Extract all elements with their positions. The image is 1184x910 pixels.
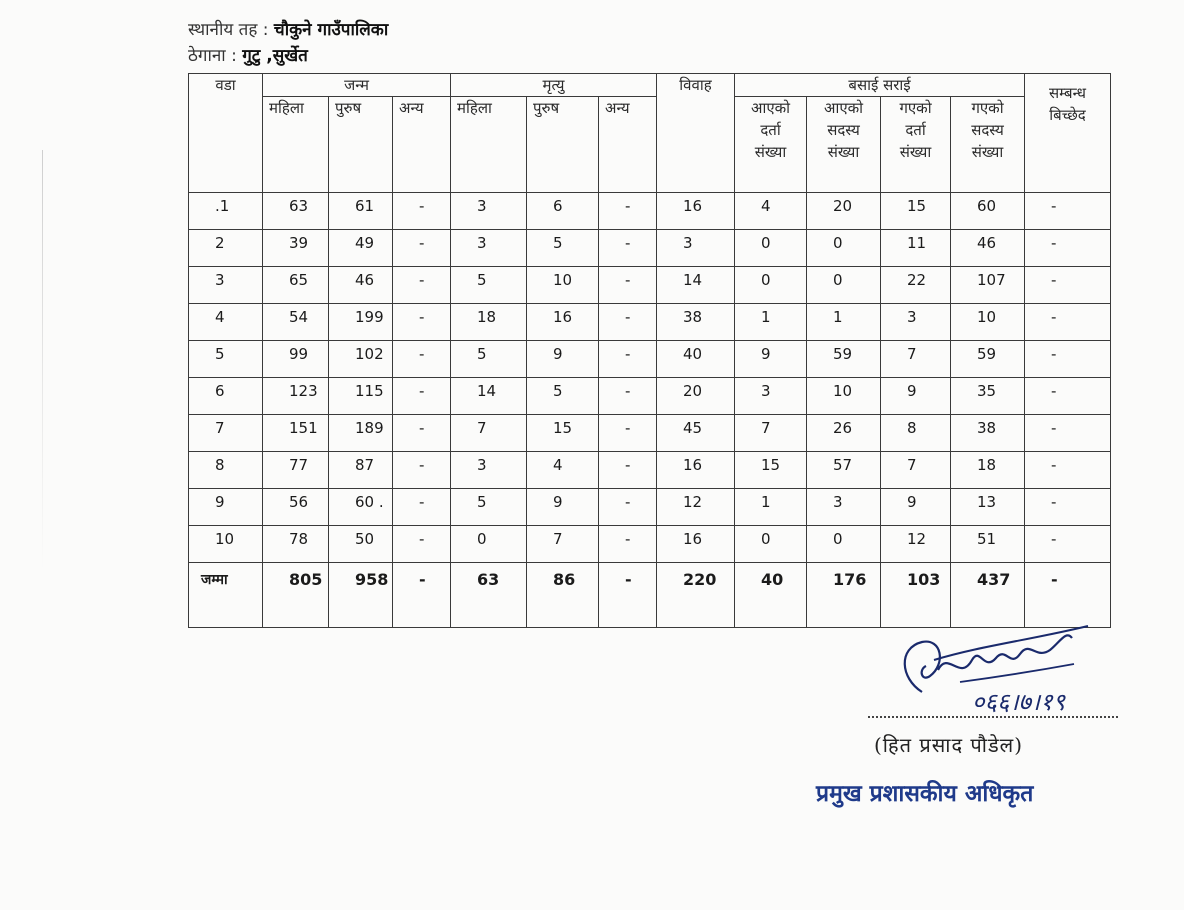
cell-mig-out-mem: 38 [951, 415, 1025, 452]
cell-mig-in-reg: 3 [735, 378, 807, 415]
cell-birth-male: 189 [329, 415, 393, 452]
cell-mig-out-mem: 10 [951, 304, 1025, 341]
cell-ward: 10 [189, 526, 263, 563]
cell-divorce: - [1025, 378, 1111, 415]
birth-female: महिला [263, 97, 329, 193]
mig-in-mem-line3: संख्या [827, 143, 860, 161]
cell-birth-female: 39 [263, 230, 329, 267]
cell-death-male: 10 [527, 267, 599, 304]
cell-birth-other: - [393, 193, 451, 230]
cell-divorce: - [1025, 341, 1111, 378]
cell-mig-in-mem: 20 [807, 193, 881, 230]
cell-death-other: - [599, 230, 657, 267]
table-row [189, 489, 1111, 526]
mig-in-registrations [735, 97, 807, 193]
cell-birth-female: 99 [263, 341, 329, 378]
mig-in-reg-line1: आएको [751, 99, 791, 117]
cell-birth-other: - [393, 378, 451, 415]
group-death: मृत्यु [451, 74, 657, 97]
cell-ward: 2 [189, 230, 263, 267]
cell-mig-out-reg: 7 [881, 341, 951, 378]
cell-birth-other: - [393, 267, 451, 304]
cell-divorce: - [1025, 230, 1111, 267]
cell-ward: .1 [189, 193, 263, 230]
cell-mig-in-mem: 26 [807, 415, 881, 452]
cell-birth-male: 61 [329, 193, 393, 230]
mig-out-reg-line2: दर्ता [905, 121, 926, 139]
cell-birth-female: 151 [263, 415, 329, 452]
cell-birth-other: - [393, 341, 451, 378]
total-death-male: 86 [527, 563, 599, 628]
cell-mig-in-reg: 0 [735, 526, 807, 563]
mig-out-reg-line3: संख्या [899, 143, 932, 161]
table-body [189, 193, 1111, 628]
page-margin-mark [42, 150, 43, 570]
cell-mig-in-mem: 57 [807, 452, 881, 489]
cell-mig-in-reg: 1 [735, 304, 807, 341]
cell-death-male: 4 [527, 452, 599, 489]
header-row-2 [189, 97, 1111, 193]
cell-death-male: 16 [527, 304, 599, 341]
total-label: जम्मा [189, 563, 263, 628]
cell-birth-male: 50 [329, 526, 393, 563]
birth-male: पुरुष [329, 97, 393, 193]
cell-mig-in-mem: 0 [807, 230, 881, 267]
cell-mig-out-mem: 13 [951, 489, 1025, 526]
total-death-other: - [599, 563, 657, 628]
cell-birth-female: 65 [263, 267, 329, 304]
address-label: ठेगाना : [188, 46, 237, 66]
group-birth: जन्म [263, 74, 451, 97]
cell-mig-in-mem: 0 [807, 526, 881, 563]
table-row [189, 230, 1111, 267]
cell-mig-in-reg: 0 [735, 230, 807, 267]
total-death-female: 63 [451, 563, 527, 628]
cell-death-other: - [599, 452, 657, 489]
mig-out-registrations [881, 97, 951, 193]
header-row-1 [189, 74, 1111, 97]
cell-death-male: 9 [527, 341, 599, 378]
cell-divorce: - [1025, 489, 1111, 526]
table-row [189, 193, 1111, 230]
cell-mig-out-reg: 11 [881, 230, 951, 267]
cell-marriage: 16 [657, 452, 735, 489]
cell-mig-out-mem: 107 [951, 267, 1025, 304]
total-mig-in-mem: 176 [807, 563, 881, 628]
cell-birth-male: 87 [329, 452, 393, 489]
cell-death-male: 7 [527, 526, 599, 563]
cell-birth-male: 46 [329, 267, 393, 304]
cell-death-other: - [599, 489, 657, 526]
cell-mig-out-mem: 59 [951, 341, 1025, 378]
cell-divorce: - [1025, 193, 1111, 230]
local-level-line [188, 20, 388, 40]
cell-mig-out-reg: 9 [881, 378, 951, 415]
cell-death-other: - [599, 415, 657, 452]
cell-marriage: 45 [657, 415, 735, 452]
cell-mig-in-reg: 0 [735, 267, 807, 304]
cell-mig-out-reg: 3 [881, 304, 951, 341]
cell-divorce: - [1025, 304, 1111, 341]
cell-death-female: 3 [451, 452, 527, 489]
mig-out-mem-line2: सदस्य [971, 121, 1004, 139]
cell-mig-in-mem: 10 [807, 378, 881, 415]
cell-mig-out-reg: 7 [881, 452, 951, 489]
cell-birth-other: - [393, 304, 451, 341]
cell-birth-female: 54 [263, 304, 329, 341]
address-value: गुटु ,सुर्खेत [242, 46, 308, 66]
cell-birth-other: - [393, 489, 451, 526]
birth-other: अन्य [393, 97, 451, 193]
cell-death-female: 3 [451, 193, 527, 230]
cell-marriage: 16 [657, 193, 735, 230]
cell-death-other: - [599, 341, 657, 378]
cell-ward: 8 [189, 452, 263, 489]
signature-date [972, 688, 1067, 716]
table-row [189, 304, 1111, 341]
signature-date-text: ०६६।७।१९ [972, 688, 1066, 716]
cell-mig-out-mem: 18 [951, 452, 1025, 489]
vital-registration-table [188, 73, 1111, 628]
cell-death-female: 5 [451, 341, 527, 378]
cell-ward: 3 [189, 267, 263, 304]
mig-in-mem-line2: सदस्य [827, 121, 860, 139]
total-row [189, 563, 1111, 628]
cell-mig-out-reg: 8 [881, 415, 951, 452]
cell-death-other: - [599, 193, 657, 230]
address-line [188, 46, 308, 66]
cell-birth-female: 77 [263, 452, 329, 489]
table-row [189, 526, 1111, 563]
col-divorce-line1: सम्बन्ध [1049, 84, 1086, 102]
cell-death-other: - [599, 526, 657, 563]
cell-birth-male: 102 [329, 341, 393, 378]
cell-death-female: 5 [451, 489, 527, 526]
col-ward: वडा [189, 74, 263, 193]
cell-divorce: - [1025, 526, 1111, 563]
total-mig-out-reg: 103 [881, 563, 951, 628]
cell-birth-female: 78 [263, 526, 329, 563]
cell-death-male: 6 [527, 193, 599, 230]
total-mig-out-mem: 437 [951, 563, 1025, 628]
cell-mig-out-mem: 51 [951, 526, 1025, 563]
total-marriage: 220 [657, 563, 735, 628]
cell-mig-in-reg: 4 [735, 193, 807, 230]
death-female: महिला [451, 97, 527, 193]
cell-death-female: 7 [451, 415, 527, 452]
cell-birth-female: 123 [263, 378, 329, 415]
cell-birth-other: - [393, 230, 451, 267]
mig-in-reg-line2: दर्ता [760, 121, 781, 139]
cell-mig-in-mem: 0 [807, 267, 881, 304]
cell-mig-out-mem: 46 [951, 230, 1025, 267]
table-row [189, 415, 1111, 452]
col-divorce [1025, 74, 1111, 193]
cell-mig-in-reg: 15 [735, 452, 807, 489]
total-birth-male: 958 [329, 563, 393, 628]
cell-birth-other: - [393, 526, 451, 563]
cell-ward: 7 [189, 415, 263, 452]
cell-mig-in-reg: 7 [735, 415, 807, 452]
cell-death-female: 18 [451, 304, 527, 341]
death-male: पुरुष [527, 97, 599, 193]
cell-death-male: 5 [527, 378, 599, 415]
cell-mig-out-mem: 35 [951, 378, 1025, 415]
signature-block [816, 620, 1140, 820]
cell-divorce: - [1025, 415, 1111, 452]
total-birth-female: 805 [263, 563, 329, 628]
local-level-value: चौकुने गाउँपालिका [273, 20, 389, 40]
cell-marriage: 20 [657, 378, 735, 415]
cell-ward: 6 [189, 378, 263, 415]
cell-mig-in-reg: 1 [735, 489, 807, 526]
cell-death-female: 0 [451, 526, 527, 563]
total-birth-other: - [393, 563, 451, 628]
cell-mig-in-mem: 59 [807, 341, 881, 378]
cell-mig-out-reg: 22 [881, 267, 951, 304]
group-migration: बसाई सराई [735, 74, 1025, 97]
mig-in-mem-line1: आएको [824, 99, 864, 117]
cell-mig-in-mem: 1 [807, 304, 881, 341]
death-other: अन्य [599, 97, 657, 193]
mig-out-reg-line1: गएको [899, 99, 932, 117]
col-marriage: विवाह [657, 74, 735, 193]
signer-name: (हित प्रसाद पौडेल) [874, 733, 1024, 757]
cell-birth-male: 60 . [329, 489, 393, 526]
signature-dotted-line [868, 715, 1118, 718]
cell-mig-out-reg: 12 [881, 526, 951, 563]
mig-out-mem-line1: गएको [971, 99, 1004, 117]
total-divorce: - [1025, 563, 1111, 628]
col-divorce-line2: बिच्छेद [1049, 106, 1086, 124]
mig-out-members [951, 97, 1025, 193]
cell-marriage: 3 [657, 230, 735, 267]
handwritten-signature [860, 620, 1140, 720]
cell-birth-female: 63 [263, 193, 329, 230]
cell-marriage: 16 [657, 526, 735, 563]
signer-title: प्रमुख प्रशासकीय अधिकृत [816, 781, 1034, 807]
table-row [189, 378, 1111, 415]
cell-birth-male: 199 [329, 304, 393, 341]
cell-death-female: 3 [451, 230, 527, 267]
cell-ward: 9 [189, 489, 263, 526]
cell-mig-in-mem: 3 [807, 489, 881, 526]
cell-death-female: 14 [451, 378, 527, 415]
cell-death-male: 15 [527, 415, 599, 452]
cell-marriage: 12 [657, 489, 735, 526]
table-row [189, 452, 1111, 489]
cell-ward: 5 [189, 341, 263, 378]
cell-marriage: 14 [657, 267, 735, 304]
table-row [189, 341, 1111, 378]
cell-marriage: 40 [657, 341, 735, 378]
cell-death-male: 5 [527, 230, 599, 267]
mig-in-members [807, 97, 881, 193]
cell-death-male: 9 [527, 489, 599, 526]
cell-mig-out-mem: 60 [951, 193, 1025, 230]
cell-birth-female: 56 [263, 489, 329, 526]
cell-mig-out-reg: 15 [881, 193, 951, 230]
total-mig-in-reg: 40 [735, 563, 807, 628]
cell-mig-in-reg: 9 [735, 341, 807, 378]
cell-birth-other: - [393, 452, 451, 489]
cell-death-other: - [599, 267, 657, 304]
cell-birth-male: 115 [329, 378, 393, 415]
cell-divorce: - [1025, 267, 1111, 304]
cell-birth-other: - [393, 415, 451, 452]
mig-out-mem-line3: संख्या [971, 143, 1004, 161]
cell-mig-out-reg: 9 [881, 489, 951, 526]
cell-death-other: - [599, 378, 657, 415]
local-level-label: स्थानीय तह : [188, 20, 269, 40]
cell-death-other: - [599, 304, 657, 341]
cell-marriage: 38 [657, 304, 735, 341]
cell-ward: 4 [189, 304, 263, 341]
cell-death-female: 5 [451, 267, 527, 304]
mig-in-reg-line3: संख्या [754, 143, 787, 161]
cell-divorce: - [1025, 452, 1111, 489]
cell-birth-male: 49 [329, 230, 393, 267]
table-row [189, 267, 1111, 304]
